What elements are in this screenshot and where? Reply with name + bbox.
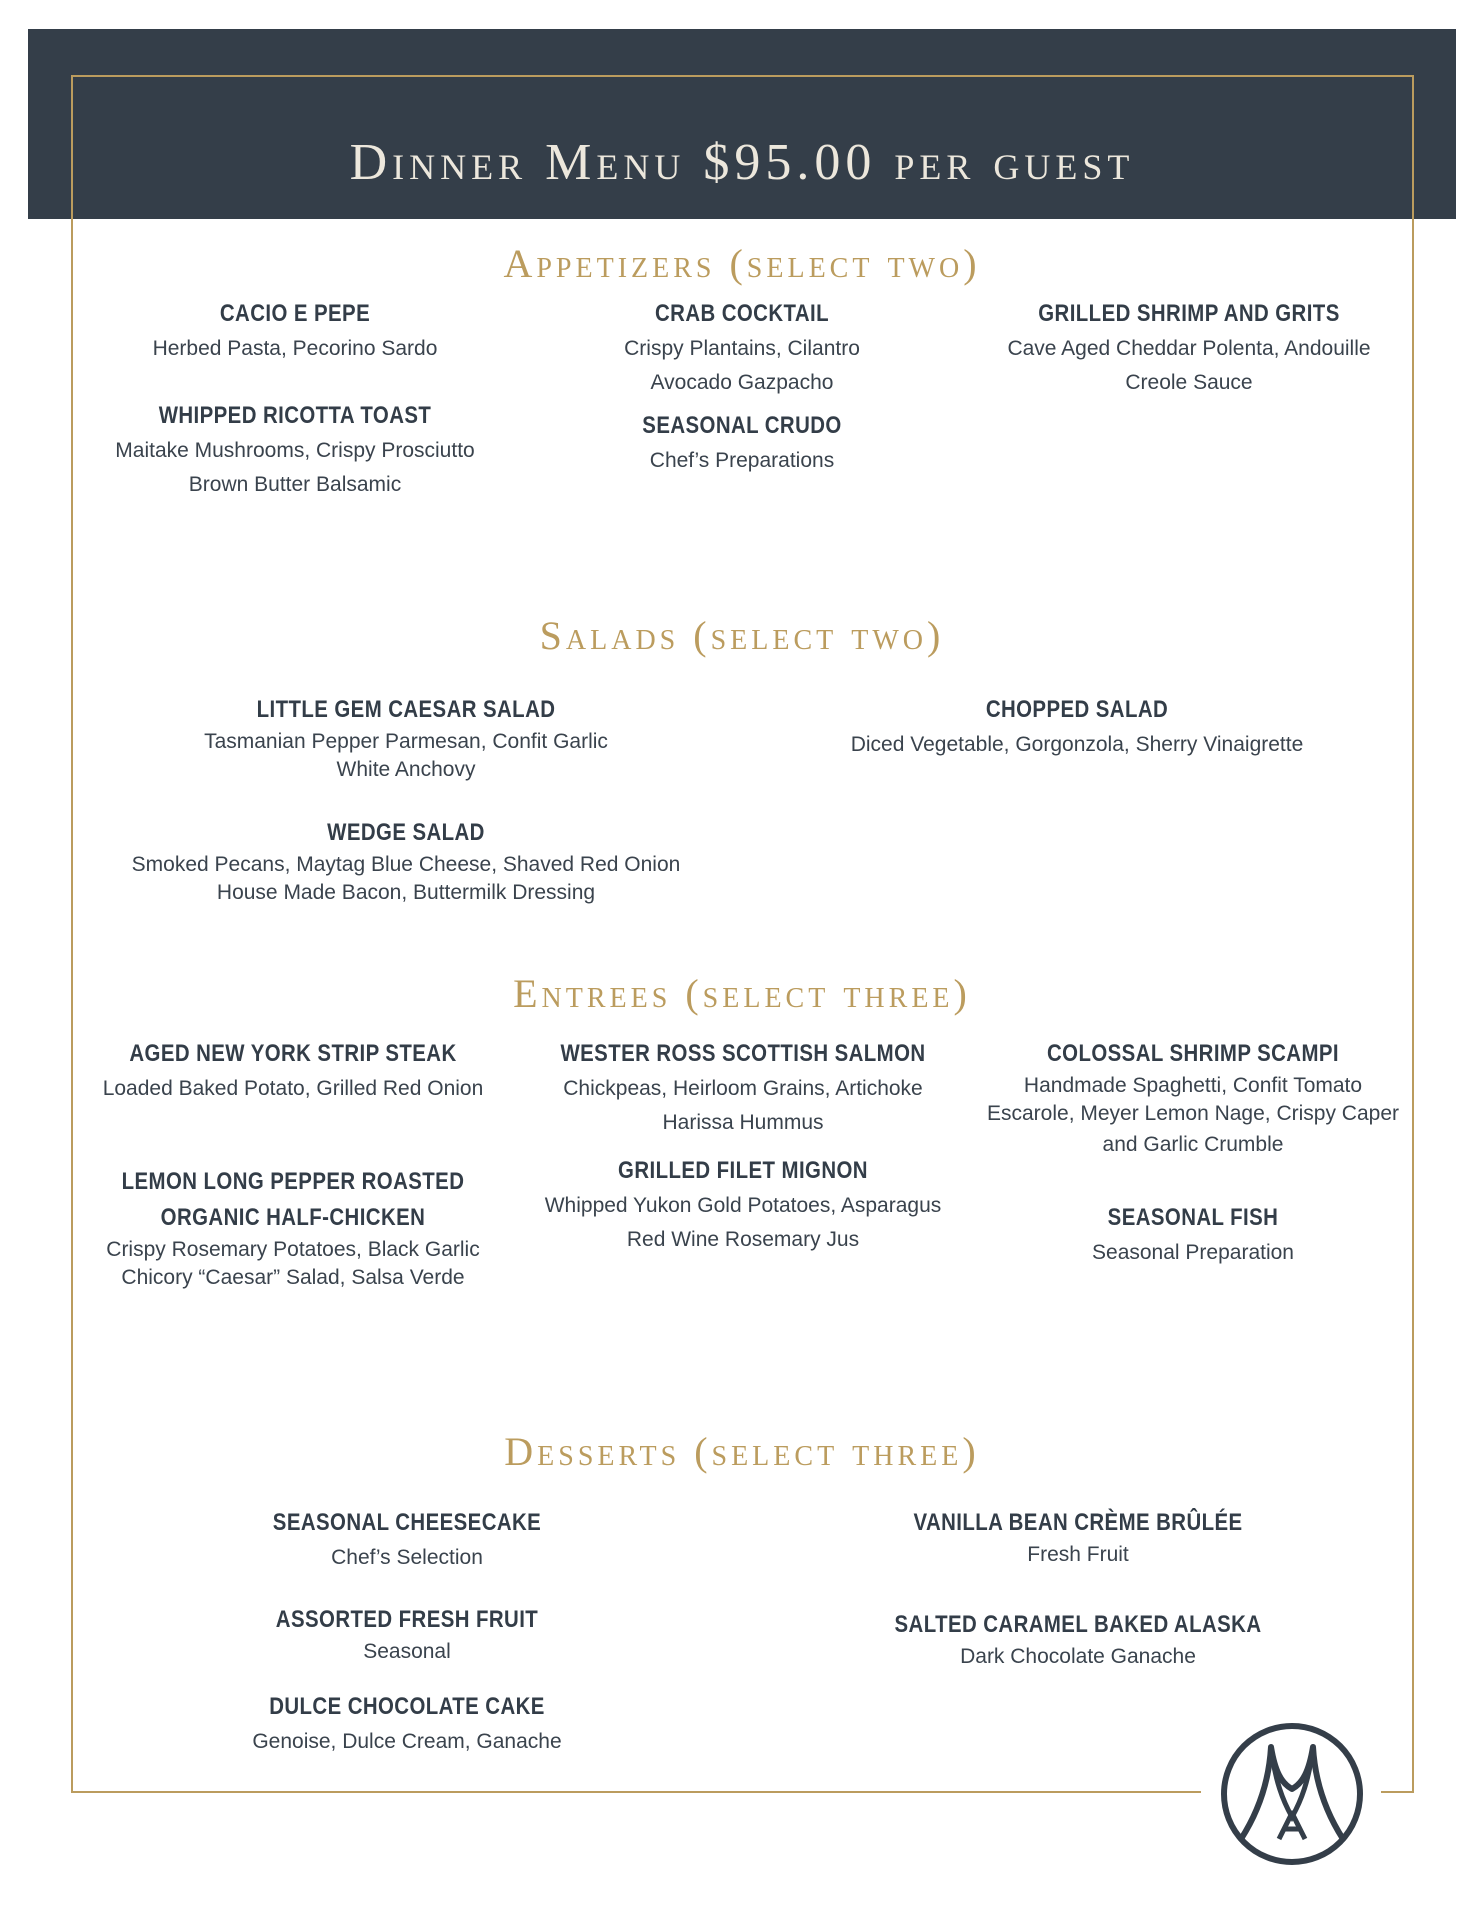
item-desc: Chickpeas, Heirloom Grains, Artichoke bbox=[563, 1077, 923, 1100]
item-desc: Loaded Baked Potato, Grilled Red Onion bbox=[102, 1077, 484, 1100]
item-desc: Cave Aged Cheddar Polenta, Andouille bbox=[1007, 337, 1371, 360]
menu-item-seasonal-cheesecake bbox=[249, 1505, 565, 1575]
item-name: VANILLA BEAN CRÈME BRÛLÉE bbox=[913, 1509, 1243, 1536]
item-name: GRILLED SHRIMP AND GRITS bbox=[1038, 300, 1340, 327]
item-desc: Avocado Gazpacho bbox=[650, 371, 834, 394]
item-name: SEASONAL CRUDO bbox=[642, 412, 842, 439]
menu-item-colossal-shrimp-scampi bbox=[987, 1036, 1399, 1162]
menu-item-crab-cocktail bbox=[624, 296, 860, 400]
menu-item-grilled-filet-mignon bbox=[545, 1153, 942, 1257]
item-name: LITTLE GEM CAESAR SALAD bbox=[256, 696, 556, 723]
item-name: COLOSSAL SHRIMP SCAMPI bbox=[1047, 1040, 1339, 1067]
entrees-heading: Entrees (select three) bbox=[513, 971, 971, 1016]
item-desc: Herbed Pasta, Pecorino Sardo bbox=[152, 337, 438, 360]
desserts-heading: Desserts (select three) bbox=[504, 1429, 980, 1474]
item-desc: Brown Butter Balsamic bbox=[188, 473, 402, 496]
item-desc: Diced Vegetable, Gorgonzola, Sherry Vinaigrette bbox=[850, 733, 1304, 756]
item-desc: Seasonal bbox=[363, 1640, 451, 1663]
item-name: ORGANIC HALF-CHICKEN bbox=[160, 1204, 426, 1231]
item-name: GRILLED FILET MIGNON bbox=[618, 1157, 868, 1184]
item-desc: Genoise, Dulce Cream, Ganache bbox=[252, 1730, 562, 1753]
item-desc: Fresh Fruit bbox=[1027, 1543, 1129, 1566]
salads-heading: Salads (select two) bbox=[539, 613, 945, 658]
item-name: AGED NEW YORK STRIP STEAK bbox=[129, 1040, 457, 1067]
menu-item-little-gem-caesar-salad bbox=[204, 692, 608, 784]
item-desc: Smoked Pecans, Maytag Blue Cheese, Shaved Red Onion bbox=[131, 853, 681, 876]
item-name: SEASONAL FISH bbox=[1107, 1204, 1279, 1231]
item-name: ASSORTED FRESH FRUIT bbox=[275, 1606, 539, 1633]
menu-item-aged-new-york-strip-steak bbox=[101, 1036, 486, 1106]
menu-item-seasonal-fish bbox=[1092, 1200, 1294, 1270]
item-desc: Seasonal Preparation bbox=[1092, 1241, 1294, 1264]
item-desc: Maitake Mushrooms, Crispy Prosciutto bbox=[115, 439, 475, 462]
item-desc: Handmade Spaghetti, Confit Tomato bbox=[1023, 1074, 1363, 1097]
item-desc: Chicory “Caesar” Salad, Salsa Verde bbox=[121, 1266, 465, 1289]
item-desc: Chef’s Preparations bbox=[649, 449, 835, 472]
item-name: SALTED CARAMEL BAKED ALASKA bbox=[894, 1611, 1262, 1638]
menu-item-vanilla-bean-creme-brulee bbox=[884, 1505, 1271, 1569]
menu-item-seasonal-crudo bbox=[625, 408, 860, 478]
item-name: SEASONAL CHEESECAKE bbox=[272, 1509, 542, 1536]
item-desc: Tasmanian Pepper Parmesan, Confit Garlic bbox=[204, 730, 608, 753]
menu-item-assorted-fresh-fruit bbox=[253, 1602, 562, 1666]
item-name: CACIO E PEPE bbox=[219, 300, 371, 327]
item-desc: Harissa Hummus bbox=[662, 1111, 824, 1134]
item-desc: Creole Sauce bbox=[1125, 371, 1253, 394]
restaurant-monogram-logo-icon bbox=[1219, 1721, 1365, 1867]
item-name: DULCE CHOCOLATE CAKE bbox=[269, 1693, 545, 1720]
item-desc: White Anchovy bbox=[336, 758, 476, 781]
item-name: LEMON LONG PEPPER ROASTED bbox=[121, 1168, 465, 1195]
item-desc: House Made Bacon, Buttermilk Dressing bbox=[216, 881, 596, 904]
item-desc: and Garlic Crumble bbox=[1102, 1133, 1284, 1156]
menu-item-grilled-shrimp-and-grits bbox=[1007, 296, 1370, 400]
item-desc: Whipped Yukon Gold Potatoes, Asparagus bbox=[544, 1194, 942, 1217]
item-desc: Red Wine Rosemary Jus bbox=[626, 1228, 860, 1251]
item-desc: Chef’s Selection bbox=[331, 1546, 483, 1569]
menu-item-wedge-salad bbox=[132, 815, 681, 907]
appetizers-heading: Appetizers (select two) bbox=[503, 241, 981, 286]
item-desc: Escarole, Meyer Lemon Nage, Crispy Caper bbox=[986, 1102, 1400, 1125]
item-name: WEDGE SALAD bbox=[327, 819, 485, 846]
item-name: WHIPPED RICOTTA TOAST bbox=[158, 402, 432, 429]
item-desc: Crispy Plantains, Cilantro bbox=[624, 337, 860, 360]
menu-item-wester-ross-scottish-salmon bbox=[528, 1036, 958, 1140]
item-desc: Dark Chocolate Ganache bbox=[960, 1645, 1196, 1668]
menu-item-chopped-salad bbox=[851, 692, 1304, 762]
menu-item-salted-caramel-baked-alaska bbox=[862, 1607, 1294, 1671]
item-name: CHOPPED SALAD bbox=[985, 696, 1169, 723]
item-desc: Crispy Rosemary Potatoes, Black Garlic bbox=[106, 1238, 480, 1261]
item-name: CRAB COCKTAIL bbox=[655, 300, 829, 327]
menu-item-whipped-ricotta-toast bbox=[115, 398, 474, 502]
menu-item-cacio-e-pepe bbox=[153, 296, 438, 366]
menu-item-dulce-chocolate-cake bbox=[245, 1689, 569, 1759]
menu-item-lemon-long-pepper-roasted-chicken bbox=[91, 1164, 494, 1292]
item-name: WESTER ROSS SCOTTISH SALMON bbox=[560, 1040, 926, 1067]
menu-title: Dinner Menu $95.00 per guest bbox=[349, 134, 1135, 191]
